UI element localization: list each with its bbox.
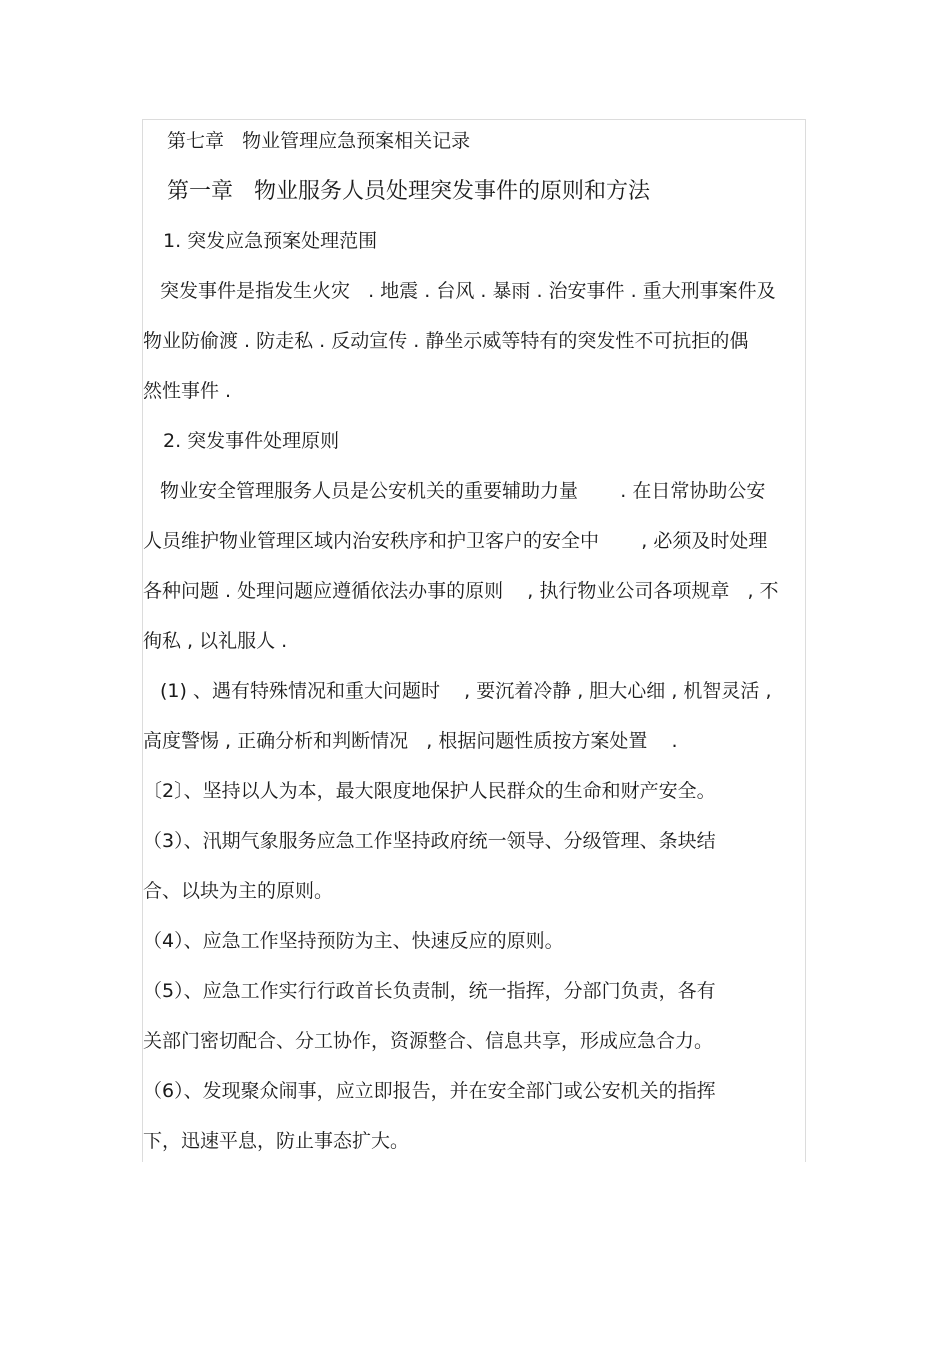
paragraph-line: 物业防偷渡 . 防走私 . 反动宣传 . 静坐示威等特有的突发性不可抗拒的偶 [143,330,749,352]
paragraph-line: 物业安全管理服务人员是公安机关的重要辅助力量 . 在日常协助公安 [160,480,766,502]
paragraph-line: 下，迅速平息，防止事态扩大。 [143,1130,410,1152]
paragraph-line: 各种问题 . 处理问题应遵循依法办事的原则 , 执行物业公司各项规章 , 不 [143,580,779,602]
list-item-3: （3）、汛期气象服务应急工作坚持政府统一领导、分级管理、条块结 [143,830,716,852]
list-item-1: (1) 、遇有特殊情况和重大问题时 , 要沉着冷静 , 胆大心细 , 机智灵活 , [160,680,772,702]
chapter-one-title: 第一章 物业服务人员处理突发事件的原则和方法 [167,179,650,204]
section-heading-1: 1. 突发应急预案处理范围 [163,230,378,252]
list-item-2: 〔2〕、坚持以人为本，最大限度地保护人民群众的生命和财产安全。 [143,780,716,802]
list-item-5: （5）、应急工作实行行政首长负责制，统一指挥，分部门负责，各有 [143,980,716,1002]
paragraph-line: 高度警惕 , 正确分析和判断情况 , 根据问题性质按方案处置 . [143,730,678,752]
chapter-seven-title: 第七章 物业管理应急预案相关记录 [167,130,471,152]
paragraph-line: 突发事件是指发生火灾 . 地震 . 台风 . 暴雨 . 治安事件 . 重大刑事案件及 [160,280,776,302]
list-item-6: （6）、发现聚众闹事，应立即报告，并在安全部门或公安机关的指挥 [143,1080,716,1102]
paragraph-line: 然性事件 . [143,380,232,402]
section-heading-2: 2. 突发事件处理原则 [163,430,340,452]
paragraph-line: 人员维护物业管理区域内治安秩序和护卫客户的安全中 , 必须及时处理 [143,530,768,552]
paragraph-line: 徇私 , 以礼服人 . [143,630,288,652]
list-item-4: （4）、应急工作坚持预防为主、快速反应的原则。 [143,930,564,952]
paragraph-line: 合、以块为主的原则。 [143,880,334,902]
paragraph-line: 关部门密切配合、分工协作，资源整合、信息共享，形成应急合力。 [143,1030,714,1052]
